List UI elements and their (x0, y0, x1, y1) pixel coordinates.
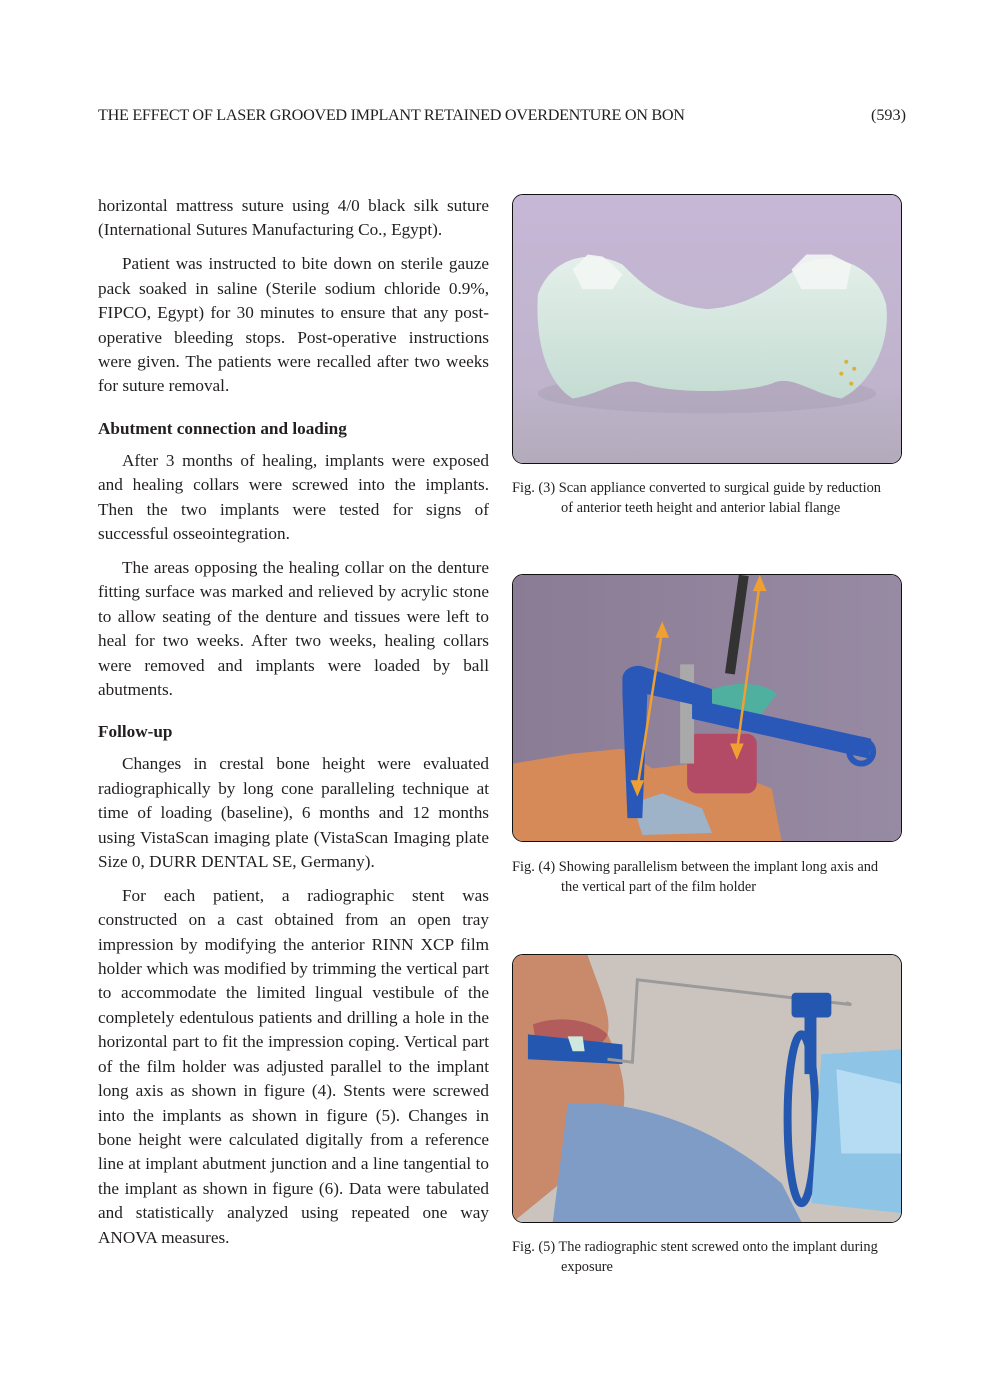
figure-3-caption (512, 478, 904, 518)
caption-line: Fig. (3) Scan appliance converted to surgical guide by reduction (512, 480, 881, 496)
running-header (98, 106, 906, 130)
body-text-column (98, 194, 489, 1259)
section-heading: Follow-up (98, 722, 173, 742)
paragraph: For each patient, a radiographic stent was constructed on a cast obtained from an open tray impression by modifying the anterior RINN XCP film holder which was modified by trimming the vertical part to accommodate the limited lingual vestibule of the completely edentulous patients and drilling a hole in the horizontal part to fit the impression coping. Vertical part of the film holder was adjusted parallel to the implant long axis as shown in figure (4). Stents were screwed into the implants as shown in figure (5). Changes in bone height were calculated digitally from a reference line at implant abutment junction and a line tangential to the implant as shown in figure (6). Data were tabulated and statistically analyzed using repeated one way ANOVA measures. (98, 885, 489, 1247)
paragraph: Patient was instructed to bite down on sterile gauze pack soaked in saline (Sterile sodium chloride 0.9%, FIPCO, Egypt) for 30 minutes to ensure that any post-operative bleeding stops. Post-operative instructions were given. The patients were recalled after two weeks for suture removal. (98, 254, 489, 396)
paragraph: The areas opposing the healing collar on the denture fitting surface was marked and relieved by acrylic stone to allow seating of the denture and tissues were left to heal for two weeks. After two weeks, healing collars were removed and implants were loaded by ball abutments. (98, 557, 489, 699)
caption-line: Fig. (4) Showing parallelism between the implant long axis and (512, 859, 879, 875)
figure-5-image (512, 954, 902, 1223)
caption-line: exposure (561, 1259, 613, 1275)
paragraph: After 3 months of healing, implants were exposed and healing collars were screwed into the implants. Then the two implants were tested for signs of successful osseointegration. (98, 450, 489, 543)
caption-line: the vertical part of the film holder (561, 879, 756, 895)
paragraph: horizontal mattress suture using 4/0 black silk suture (International Sutures Manufacturing Co., Egypt). (98, 196, 489, 240)
figure-4-caption (512, 857, 904, 897)
figure-3-image (512, 194, 902, 464)
page-number: (593) (870, 106, 906, 124)
caption-line: Fig. (5) The radiographic stent screwed onto the implant during (512, 1239, 878, 1255)
running-title: THE EFFECT OF LASER GROOVED IMPLANT RETAINED OVERDENTURE ON BON (98, 106, 685, 124)
section-heading: Abutment connection and loading (98, 418, 347, 438)
paragraph: Changes in crestal bone height were evaluated radiographically by long cone paralleling technique at time of loading (baseline), 6 months and 12 months using VistaScan imaging plate (VistaScan Imaging plate Size 0, DURR DENTAL SE, Germany). (98, 754, 489, 871)
figure-4-image (512, 574, 902, 842)
figure-5-caption (512, 1237, 904, 1277)
caption-line: of anterior teeth height and anterior labial flange (561, 500, 841, 516)
